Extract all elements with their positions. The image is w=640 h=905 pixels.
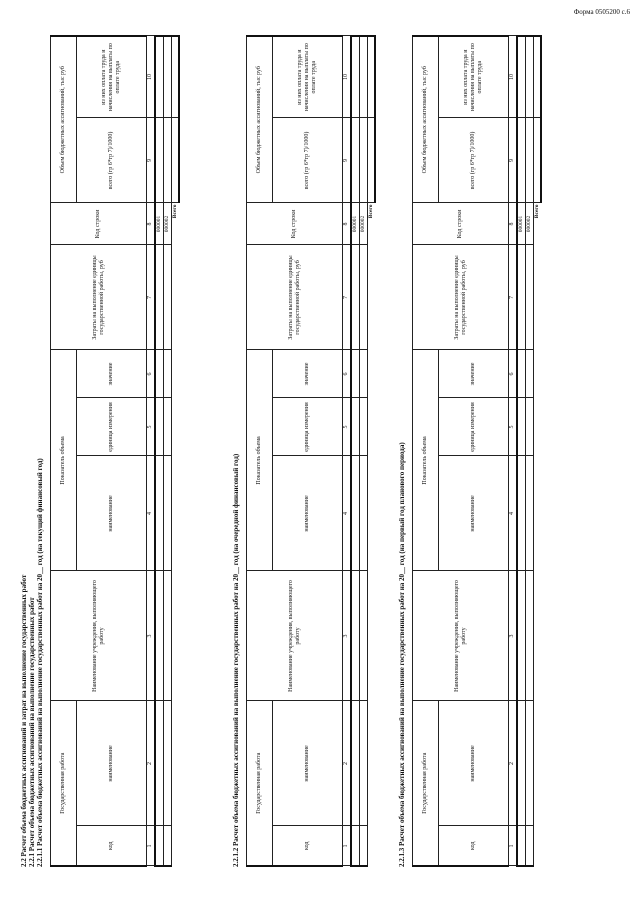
- section-1: [20, 37, 180, 867]
- col-number: 1: [343, 826, 352, 866]
- header-name: наименование: [439, 701, 509, 826]
- col-number: 4: [147, 456, 156, 571]
- col-number: 5: [147, 398, 156, 456]
- cell-indicator-name[interactable]: [526, 456, 534, 571]
- col-number: 4: [509, 456, 518, 571]
- header-indicator-name: наименование: [77, 456, 147, 571]
- cell-cost[interactable]: [517, 245, 526, 350]
- header-volume-indicator: Показатель объема: [247, 350, 273, 571]
- cell-institution[interactable]: [517, 571, 526, 701]
- col-number: 5: [343, 398, 352, 456]
- cell-name[interactable]: [351, 701, 360, 826]
- cell-labor[interactable]: [360, 36, 368, 118]
- cell-labor[interactable]: [517, 36, 526, 118]
- cell-institution[interactable]: [351, 571, 360, 701]
- cell-cost[interactable]: [360, 245, 368, 350]
- cell-labor-sum[interactable]: [368, 36, 376, 118]
- cell-indicator-name[interactable]: [155, 456, 164, 571]
- col-number: 2: [509, 701, 518, 826]
- cell-institution[interactable]: [360, 571, 368, 701]
- section-title: 2.2.1.2 Расчет объема бюджетных ассигнований на выполнение государственных работ на 20__ год (на очередной финансовый год): [232, 453, 240, 867]
- cell-labor-sum[interactable]: [534, 36, 542, 118]
- cell-total[interactable]: [164, 118, 172, 203]
- col-number: 7: [343, 245, 352, 350]
- cell-cost[interactable]: [155, 245, 164, 350]
- table-row: [517, 36, 526, 866]
- header-name: наименование: [273, 701, 343, 826]
- cell-indicator-name[interactable]: [164, 456, 172, 571]
- col-number: 10: [147, 36, 156, 118]
- col-number: 8: [147, 203, 156, 245]
- col-number: 6: [147, 350, 156, 398]
- col-number: 1: [147, 826, 156, 866]
- cell-name[interactable]: [164, 701, 172, 826]
- cell-labor[interactable]: [526, 36, 534, 118]
- cell-unit[interactable]: [360, 398, 368, 456]
- cell-cost[interactable]: [351, 245, 360, 350]
- header-row-code: Код строки: [51, 203, 147, 245]
- section-title: 2.2.1.3 Расчет объема бюджетных ассигнований на выполнение государственных работ на 20__ год (на первый год планового периода): [398, 442, 406, 867]
- cell-name[interactable]: [526, 701, 534, 826]
- cell-indicator-name[interactable]: [517, 456, 526, 571]
- header-budget-volume: Объем бюджетных ассигнований, тыс руб: [247, 36, 273, 203]
- cell-name[interactable]: [517, 701, 526, 826]
- header-row-code: Код строки: [413, 203, 509, 245]
- section-title: 2.2.1.1 Расчет объема бюджетных ассигнований на выполнение государственных работ на 20__ год (на текущий финансовый год): [36, 458, 44, 867]
- header-labor: из них оплата труда и начисления на выплаты по оплате труда: [273, 36, 343, 118]
- cell-total[interactable]: [351, 118, 360, 203]
- header-code: код: [77, 826, 147, 866]
- header-state-work: Государственная работа: [51, 701, 77, 866]
- header-volume-indicator: Показатель объема: [51, 350, 77, 571]
- header-budget-volume: Объем бюджетных ассигнований, тыс руб: [413, 36, 439, 203]
- col-number: 3: [147, 571, 156, 701]
- header-total: всего (гр 6*гр 7)/1000): [439, 118, 509, 203]
- cell-name[interactable]: [360, 701, 368, 826]
- cell-institution[interactable]: [526, 571, 534, 701]
- cell-total[interactable]: [526, 118, 534, 203]
- cell-total-sum[interactable]: [172, 118, 180, 203]
- col-number: 9: [509, 118, 518, 203]
- section-2: [232, 37, 376, 867]
- cell-total[interactable]: [155, 118, 164, 203]
- header-labor: из них оплата труда и начисления на выплаты по оплате труда: [77, 36, 147, 118]
- cell-value[interactable]: [155, 350, 164, 398]
- form-page-label: Форма 0505200 с.6: [573, 8, 630, 16]
- cell-value[interactable]: [526, 350, 534, 398]
- col-number: 9: [147, 118, 156, 203]
- cell-labor-sum[interactable]: [172, 36, 180, 118]
- cell-value[interactable]: [360, 350, 368, 398]
- cell-labor[interactable]: [351, 36, 360, 118]
- header-budget-volume: Объем бюджетных ассигнований, тыс руб: [51, 36, 77, 203]
- cell-value[interactable]: [517, 350, 526, 398]
- cell-code[interactable]: [155, 826, 164, 866]
- header-unit: единица измерения: [77, 398, 147, 456]
- col-number: 3: [509, 571, 518, 701]
- total-row: [534, 36, 542, 866]
- cell-code[interactable]: [164, 826, 172, 866]
- header-institution: Наименование учреждения, выполняющего работу: [413, 571, 509, 701]
- cell-code[interactable]: [351, 826, 360, 866]
- budget-table: [50, 35, 180, 867]
- cell-unit[interactable]: [164, 398, 172, 456]
- header-cost: Затраты на выполнение единицы государственной работы, руб: [51, 245, 147, 350]
- header-unit: единица измерения: [439, 398, 509, 456]
- table-row: [164, 36, 172, 866]
- cell-institution[interactable]: [164, 571, 172, 701]
- cell-total[interactable]: [360, 118, 368, 203]
- cell-unit[interactable]: [517, 398, 526, 456]
- total-row: [368, 36, 376, 866]
- header-state-work: Государственная работа: [247, 701, 273, 866]
- header-indicator-name: наименование: [439, 456, 509, 571]
- header-name: наименование: [77, 701, 147, 826]
- col-number: 4: [343, 456, 352, 571]
- col-number: 10: [343, 36, 352, 118]
- header-total: всего (гр 6*гр 7)/1000): [273, 118, 343, 203]
- row-code: 000002: [526, 203, 534, 245]
- column-numbers-row: [509, 36, 518, 866]
- col-number: 7: [509, 245, 518, 350]
- header-volume-indicator: Показатель объема: [413, 350, 439, 571]
- cell-code[interactable]: [517, 826, 526, 866]
- total-row: [172, 36, 180, 866]
- header-code: код: [439, 826, 509, 866]
- cell-total-sum[interactable]: [368, 118, 376, 203]
- cell-total[interactable]: [517, 118, 526, 203]
- column-numbers-row: [343, 36, 352, 866]
- cell-value[interactable]: [351, 350, 360, 398]
- header-value: значение: [273, 350, 343, 398]
- cell-unit[interactable]: [526, 398, 534, 456]
- col-number: 6: [343, 350, 352, 398]
- cell-labor[interactable]: [164, 36, 172, 118]
- row-code: 000001: [517, 203, 526, 245]
- cell-cost[interactable]: [164, 245, 172, 350]
- table-row: [155, 36, 164, 866]
- row-code: 000001: [351, 203, 360, 245]
- col-number: 8: [343, 203, 352, 245]
- header-labor: из них оплата труда и начисления на выплаты по оплате труда: [439, 36, 509, 118]
- cell-institution[interactable]: [155, 571, 164, 701]
- cell-indicator-name[interactable]: [351, 456, 360, 571]
- row-code: 000002: [360, 203, 368, 245]
- cell-code[interactable]: [526, 826, 534, 866]
- header-value: значение: [77, 350, 147, 398]
- header-state-work: Государственная работа: [413, 701, 439, 866]
- header-value: значение: [439, 350, 509, 398]
- row-code: 000002: [164, 203, 172, 245]
- total-label: Всего: [534, 204, 540, 219]
- cell-unit[interactable]: [155, 398, 164, 456]
- cell-cost[interactable]: [526, 245, 534, 350]
- header-indicator-name: наименование: [273, 456, 343, 571]
- header-row-code: Код строки: [247, 203, 343, 245]
- row-code: 000001: [155, 203, 164, 245]
- header-total: всего (гр 6*гр 7)/1000): [77, 118, 147, 203]
- col-number: 2: [147, 701, 156, 826]
- cell-value[interactable]: [164, 350, 172, 398]
- col-number: 1: [509, 826, 518, 866]
- header-cost: Затраты на выполнение единицы государственной работы, руб: [247, 245, 343, 350]
- header-unit: единица измерения: [273, 398, 343, 456]
- header-institution: Наименование учреждения, выполняющего работу: [247, 571, 343, 701]
- cell-code[interactable]: [360, 826, 368, 866]
- header-code: код: [273, 826, 343, 866]
- table-row: [526, 36, 534, 866]
- header-cost: Затраты на выполнение единицы государственной работы, руб: [413, 245, 509, 350]
- col-number: 10: [509, 36, 518, 118]
- col-number: 3: [343, 571, 352, 701]
- cell-name[interactable]: [155, 701, 164, 826]
- cell-unit[interactable]: [351, 398, 360, 456]
- col-number: 6: [509, 350, 518, 398]
- col-number: 5: [509, 398, 518, 456]
- budget-table: [246, 35, 376, 867]
- column-numbers-row: [147, 36, 156, 866]
- col-number: 7: [147, 245, 156, 350]
- section-3: [398, 37, 542, 867]
- cell-total-sum[interactable]: [534, 118, 542, 203]
- heading-main: 2.2 Расчет объема бюджетных ассигнований и затрат на выполнение государственных работ: [20, 574, 28, 867]
- heading-sub: 2.2.1 Расчет объема бюджетных ассигнований на выполнение государственных работ: [28, 597, 36, 867]
- header-institution: Наименование учреждения, выполняющего работу: [51, 571, 147, 701]
- budget-table: [412, 35, 542, 867]
- table-row: [351, 36, 360, 866]
- col-number: 9: [343, 118, 352, 203]
- col-number: 2: [343, 701, 352, 826]
- cell-indicator-name[interactable]: [360, 456, 368, 571]
- total-label: Всего: [172, 204, 178, 219]
- total-label: Всего: [368, 204, 374, 219]
- cell-labor[interactable]: [155, 36, 164, 118]
- col-number: 8: [509, 203, 518, 245]
- table-row: [360, 36, 368, 866]
